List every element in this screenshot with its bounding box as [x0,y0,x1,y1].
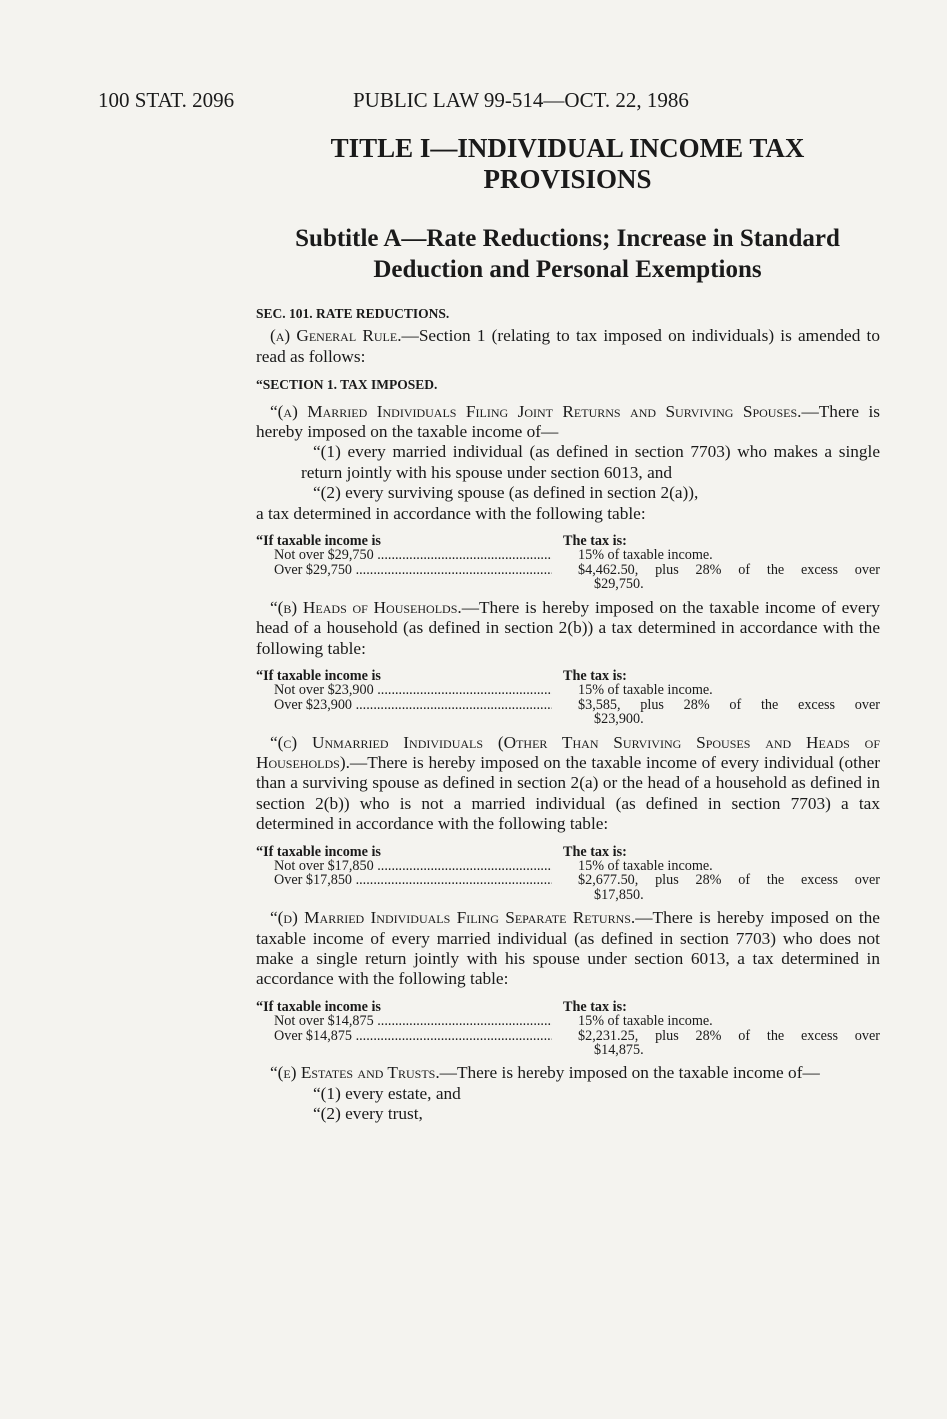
subsection-a-1: “(1) every married individual (as defined in section 7703) who makes a single return jointly with his spouse under section 6013, and [301,442,880,482]
subsection-e-1: “(1) every estate, and [313,1083,461,1103]
table-tax-cell-tail: $29,750. [594,576,644,593]
table-tax-cell: $3,585, plus 28% of the excess over [578,696,880,713]
subsection-e [256,1063,880,1083]
subsection-e-text: —There is hereby imposed on the taxable income of— [439,1063,820,1083]
table-col-tax-header: The tax is: [563,667,627,684]
table-col-tax-header: The tax is: [563,998,627,1015]
section-101-a [256,326,880,367]
subsection-d-label: “(d) Married Individuals Filing Separate Returns. [270,908,636,928]
subsection-a-label: “(a) Married Individuals Filing Joint Returns and Surviving Spouses. [270,401,802,421]
table-row [256,1014,880,1028]
tax-table-separate-returns [256,1000,880,1058]
subsection-c [256,733,880,835]
section-101-heading: SEC. 101. RATE REDUCTIONS. [256,306,450,321]
table-row [256,548,880,562]
subsection-c-text: —There is hereby imposed on the taxable income of every individual (other than a surviving spouse as defined in section 2(a) or the head of a household as defined in section 2(b)) who is not a married individual (as defined in section 7703) a tax determined in accordance with the following table: [256,752,880,834]
table-tax-cell-tail: $14,875. [594,1042,644,1059]
subsection-b-label: “(b) Heads of Households. [270,597,462,617]
section-1-heading: “SECTION 1. TAX IMPOSED. [256,377,438,393]
table-income-cell: Not over $14,875 ..... [256,1014,552,1028]
table-income-cell: Over $17,850 ..... [256,873,552,902]
tax-table-unmarried [256,845,880,903]
running-head: PUBLIC LAW 99-514—OCT. 22, 1986 [353,88,689,112]
subsection-e-2: “(2) every trust, [313,1104,423,1124]
table-income-cell: Over $23,900 ..... [256,698,552,727]
table-income-cell: Over $29,750 ..... [256,563,552,592]
table-tax-cell-tail: $17,850. [594,886,644,903]
subsection-e-label: “(e) Estates and Trusts. [270,1063,440,1083]
table-income-cell: Not over $29,750 ..... [256,548,552,562]
subsection-a-2: “(2) every surviving spouse (as defined in section 2(a)), [313,483,699,503]
table-tax-cell: 15% of taxable income. [578,857,713,874]
table-col-income-header: “If taxable income is [256,533,381,550]
subsection-c-label: “(c) Unmarried Individuals (Other Than Surviving Spouses and Heads of Households). [256,732,880,772]
subsection-a-text: —There is hereby imposed on the taxable income of— [256,401,880,442]
table-tax-cell: 15% of taxable income. [578,1013,713,1030]
table-income-cell: Not over $23,900 ..... [256,683,552,697]
document-body [256,304,880,1125]
table-row [256,698,880,727]
subsection-d [256,908,880,990]
table-row [256,1029,880,1058]
subtitle-heading: Subtitle A—Rate Reductions; Increase in Standard Deduction and Personal Exemptions [295,225,840,283]
table-col-tax-header: The tax is: [563,533,627,550]
section-101-a-text: —Section 1 (relating to tax imposed on individuals) is amended to read as follows: [256,326,880,366]
tax-table-joint [256,534,880,592]
tax-table-heads-of-households [256,669,880,727]
subsection-a-after: a tax determined in accordance with the following table: [256,503,646,523]
table-row [256,683,880,697]
subsection-d-text: —There is hereby imposed on the taxable income of every married individual (as defined in section 7703) who does not make a single return jointly with his spouse under section 6013, a tax determined in accordance with the following table: [256,908,880,989]
table-col-income-header: “If taxable income is [256,667,381,684]
title-heading: TITLE I—INDIVIDUAL INCOME TAX PROVISIONS [330,133,805,194]
table-col-income-header: “If taxable income is [256,843,381,860]
table-col-income-header: “If taxable income is [256,998,381,1015]
table-tax-cell: $2,677.50, plus 28% of the excess over [578,872,880,889]
table-row [256,873,880,902]
table-income-cell: Not over $17,850 ..... [256,859,552,873]
subsection-a [256,402,880,443]
table-tax-cell: $4,462.50, plus 28% of the excess over [578,561,880,578]
table-row [256,859,880,873]
table-tax-cell: $2,231.25, plus 28% of the excess over [578,1027,880,1044]
subsection-b-text: —There is hereby imposed on the taxable income of every head of a household (as defined in section 2(b)) a tax determined in accordance with the following table: [256,597,880,658]
table-tax-cell-tail: $23,900. [594,711,644,728]
table-income-cell: Over $14,875 ..... [256,1029,552,1058]
subsection-b [256,598,880,659]
section-101-a-label: (a) General Rule. [270,326,402,346]
stat-page-number: 100 STAT. 2096 [98,88,235,112]
table-col-tax-header: The tax is: [563,843,627,860]
table-tax-cell: 15% of taxable income. [578,682,713,699]
table-tax-cell: 15% of taxable income. [578,547,713,564]
table-row [256,563,880,592]
